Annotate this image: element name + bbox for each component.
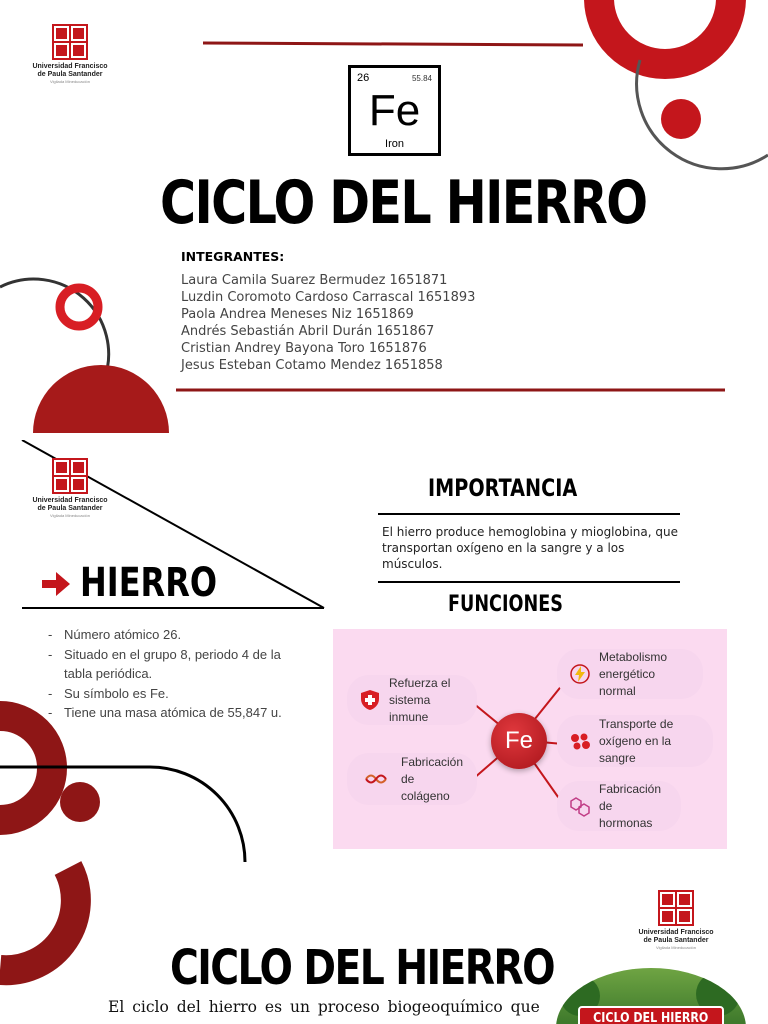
energy-bolt-icon <box>569 663 591 685</box>
element-name: Iron <box>385 138 404 150</box>
element-tile <box>348 65 441 156</box>
fact-item: - Su símbolo es Fe. <box>48 684 310 704</box>
dark-red-arc <box>0 868 76 970</box>
member-item: Laura Camila Suarez Bermudez 1651871 <box>181 273 448 288</box>
logo-line1: Universidad Francisco <box>32 63 108 70</box>
fe-center-label: Fe <box>504 727 533 754</box>
blood-cells-icon <box>569 730 591 752</box>
function-hormonas-label: Fabricación de hormonas <box>599 781 662 830</box>
atomic-mass: 55.84 <box>411 74 432 83</box>
university-logo-3 <box>626 890 726 950</box>
red-dot-shape <box>661 99 701 139</box>
atomic-number: 26 <box>357 72 370 84</box>
half-disc-shape <box>33 365 169 433</box>
function-colageno-label: Fabricación de colágeno <box>401 754 464 803</box>
top-divider <box>203 43 583 45</box>
ufps-logo-icon <box>52 24 88 60</box>
hierro-facts <box>48 625 310 723</box>
red-ring-shape <box>599 0 731 64</box>
ufps-logo-icon <box>658 890 694 926</box>
fact-item: - Situado en el grupo 8, periodo 4 de la tabla periódica. <box>48 645 310 684</box>
importancia-title: IMPORTANCIA <box>428 474 578 502</box>
logo-line3: Vigilada Mineducación <box>50 513 90 518</box>
arrow-right-icon <box>40 570 72 598</box>
function-oxigeno <box>557 715 713 767</box>
function-inmune-label: Refuerza el sistema inmune <box>389 675 451 724</box>
member-item: Paola Andrea Meneses Niz 1651869 <box>181 307 414 322</box>
function-metabolismo-label: Metabolismo energético normal <box>599 649 668 698</box>
logo-line3: Vigilada Mineducación <box>656 945 696 950</box>
logo-line3: Vigilada Mineducación <box>50 79 90 84</box>
funciones-diagram <box>333 629 727 849</box>
logo-line1: Universidad Francisco <box>638 929 714 936</box>
member-item: Andrés Sebastián Abril Durán 1651867 <box>181 324 435 339</box>
hierro-underline <box>22 607 324 609</box>
ciclo-title: CICLO DEL HIERRO <box>170 940 554 996</box>
fe-center-node <box>491 713 547 769</box>
badge-label: CICLO DEL HIERRO <box>593 1010 709 1024</box>
members-list <box>181 272 501 374</box>
function-inmune <box>347 675 477 725</box>
logo-line1: Universidad Francisco <box>32 497 108 504</box>
ciclo-badge-image <box>556 968 746 1024</box>
function-colageno <box>347 753 477 805</box>
shield-icon <box>359 689 381 711</box>
ciclo-intro-text: El ciclo del hierro es un proceso biogeoquímico que <box>108 998 540 1016</box>
importancia-text: El hierro produce hemoglobina y mioglobina, que transportan oxígeno en la sangre y a los músculos. <box>382 525 679 571</box>
ufps-logo-icon <box>52 458 88 494</box>
fact-item: - Número atómico 26. <box>48 625 310 645</box>
function-hormonas <box>557 781 681 831</box>
dna-helix-icon <box>359 768 393 790</box>
members-label: INTEGRANTES: <box>181 249 285 264</box>
fact-item: - Tiene una masa atómica de 55,847 u. <box>48 703 310 723</box>
member-item: Luzdin Coromoto Cardoso Carrascal 1651893 <box>181 290 476 305</box>
university-logo <box>20 24 120 84</box>
function-metabolismo <box>557 649 703 699</box>
logo-line2: de Paula Santander <box>643 937 709 944</box>
molecule-icon <box>569 795 591 817</box>
member-item: Jesus Esteban Cotamo Mendez 1651858 <box>181 358 443 373</box>
function-oxigeno-label: Transporte de oxígeno en la sangre <box>599 716 674 765</box>
logo-line2: de Paula Santander <box>37 71 103 78</box>
university-logo-2 <box>20 458 120 518</box>
funciones-title: FUNCIONES <box>448 592 563 617</box>
logo-line2: de Paula Santander <box>37 505 103 512</box>
member-item: Cristian Andrey Bayona Toro 1651876 <box>181 341 427 356</box>
cover-title: CICLO DEL HIERRO <box>160 168 647 238</box>
element-symbol: Fe <box>368 86 421 135</box>
dark-red-dot <box>60 782 100 822</box>
hierro-title: HIERRO <box>80 560 218 606</box>
badge-banner <box>578 1006 724 1024</box>
